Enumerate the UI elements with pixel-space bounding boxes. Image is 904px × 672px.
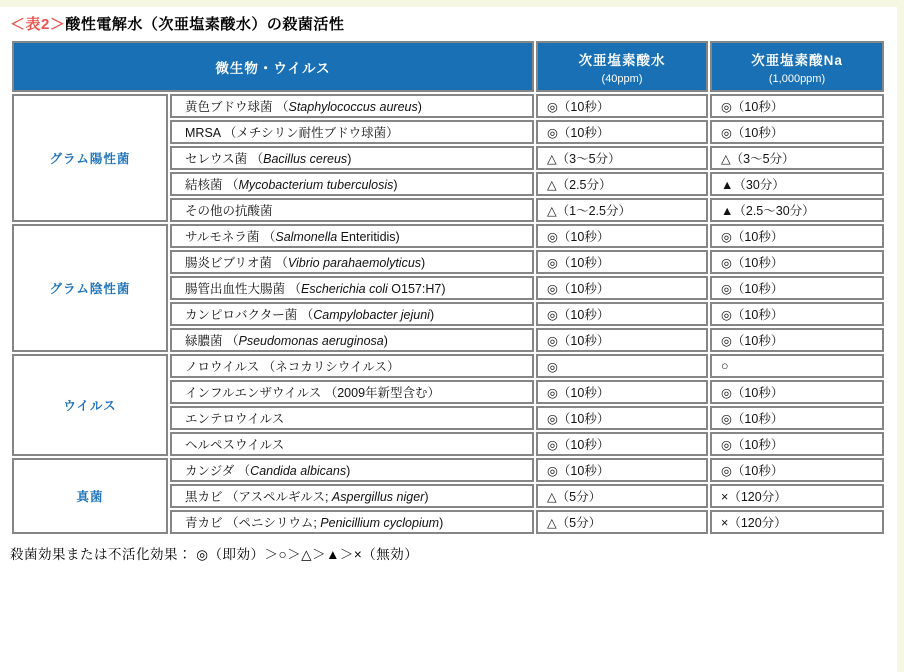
naocl-value: ◎（10秒） (710, 380, 884, 404)
hocl-value: ◎（10秒） (536, 302, 708, 326)
hocl-value: ◎（10秒） (536, 120, 708, 144)
hocl-value: △（5分） (536, 510, 708, 534)
microbe-name (170, 406, 534, 430)
name-text: ノロウイルス （ネコカリシウイルス） (185, 360, 400, 374)
name-text: 黄色ブドウ球菌 （ (185, 100, 289, 114)
naocl-value: ▲（30分） (710, 172, 884, 196)
microbe-name (170, 328, 534, 352)
name-text: ) (346, 464, 351, 478)
microbe-name (170, 250, 534, 274)
name-text: ) (424, 490, 429, 504)
naocl-value: ○ (710, 354, 884, 378)
group-label: 真菌 (12, 458, 168, 534)
name-text: ) (421, 256, 426, 270)
naocl-value: ◎（10秒） (710, 276, 884, 300)
hocl-value: ◎（10秒） (536, 250, 708, 274)
microbe-name (170, 172, 534, 196)
name-text: カンジダ （ (185, 464, 251, 478)
name-text: ヘルペスウイルス (185, 438, 285, 452)
microbe-name (170, 146, 534, 170)
microbe-name (170, 432, 534, 456)
microbe-name (170, 198, 534, 222)
hocl-value: △（1～2.5分） (536, 198, 708, 222)
naocl-value: ◎（10秒） (710, 406, 884, 430)
name-text: 腸管出血性大腸菌 （ (185, 282, 301, 296)
microbe-name (170, 510, 534, 534)
hocl-value: ◎（10秒） (536, 458, 708, 482)
hocl-value: △（2.5分） (536, 172, 708, 196)
header-sodium-hypochlorite (710, 41, 884, 92)
hocl-value: ◎（10秒） (536, 224, 708, 248)
hocl-value: ◎ (536, 354, 708, 378)
scientific-name: Candida albicans (250, 464, 347, 478)
header-hocl-name: 次亜塩素酸水 (578, 52, 666, 68)
group-label: グラム陰性菌 (12, 224, 168, 352)
table-row (12, 224, 884, 248)
microbe-name (170, 458, 534, 482)
name-text: O157:H7) (387, 282, 446, 296)
name-text: ) (347, 152, 352, 166)
header-naocl-name: 次亜塩素酸Na (751, 52, 843, 68)
scientific-name: Campylobacter jejuni (313, 308, 430, 322)
name-text: ) (439, 516, 444, 530)
table-row (12, 94, 884, 118)
scientific-name: Vibrio parahaemolyticus (287, 256, 422, 270)
naocl-value: ◎（10秒） (710, 328, 884, 352)
page-edge-right (897, 0, 904, 672)
naocl-value: ◎（10秒） (710, 432, 884, 456)
naocl-value: ◎（10秒） (710, 94, 884, 118)
page-content (10, 7, 890, 563)
scientific-name: Aspergillus niger (331, 490, 425, 504)
name-text: 腸炎ビブリオ菌 （ (185, 256, 288, 270)
header-naocl-concentration: (1,000ppm) (768, 72, 826, 85)
hocl-value: ◎（10秒） (536, 432, 708, 456)
name-text: 青カビ （ペニシリウム; (185, 516, 321, 530)
naocl-value: ◎（10秒） (710, 302, 884, 326)
microbe-name (170, 120, 534, 144)
naocl-value: △（3～5分） (710, 146, 884, 170)
name-text: ) (393, 178, 398, 192)
table-body (12, 94, 884, 534)
naocl-value: ◎（10秒） (710, 458, 884, 482)
microbe-name (170, 224, 534, 248)
microbe-name (170, 276, 534, 300)
microbe-name (170, 380, 534, 404)
microbe-name (170, 94, 534, 118)
table-number-tag: ＜表2＞ (10, 16, 66, 33)
name-text: 黒カビ （アスペルギルス; (185, 490, 332, 504)
table-title-text: 酸性電解水（次亜塩素酸水）の殺菌活性 (65, 16, 345, 33)
scientific-name: Staphylococcus aureus (288, 100, 418, 114)
microbe-name (170, 484, 534, 508)
hocl-value: ◎（10秒） (536, 94, 708, 118)
header-hypochlorous-water (536, 41, 708, 92)
group-label: グラム陽性菌 (12, 94, 168, 222)
name-text: ) (417, 100, 422, 114)
table-title (10, 13, 890, 34)
naocl-value: ◎（10秒） (710, 120, 884, 144)
naocl-value: ◎（10秒） (710, 224, 884, 248)
microbe-name (170, 354, 534, 378)
naocl-value: ×（120分） (710, 510, 884, 534)
header-row (12, 41, 884, 92)
hocl-value: ◎（10秒） (536, 380, 708, 404)
name-text: セレウス菌 （ (185, 152, 264, 166)
hocl-value: ◎（10秒） (536, 276, 708, 300)
header-microbe-virus-label: 微生物・ウイルス (215, 60, 331, 76)
name-text: エンテロウイルス (185, 412, 285, 426)
name-text: ) (383, 334, 388, 348)
naocl-value: ▲（2.5～30分） (710, 198, 884, 222)
scientific-name: Bacillus cereus (263, 152, 348, 166)
table-row (12, 354, 884, 378)
name-text: 緑膿菌 （ (185, 334, 239, 348)
naocl-value: ×（120分） (710, 484, 884, 508)
scientific-name: Pseudomonas aeruginosa (238, 334, 384, 348)
hocl-value: ◎（10秒） (536, 328, 708, 352)
name-text: カンピロバクター菌 （ (185, 308, 314, 322)
legend-text: 殺菌効果または不活化効果： ◎（即効）＞○＞△＞▲＞×（無効） (10, 547, 419, 562)
hocl-value: △（3～5分） (536, 146, 708, 170)
efficacy-table (10, 39, 886, 536)
scientific-name: Escherichia coli (300, 282, 388, 296)
header-microbe-virus (12, 41, 534, 92)
naocl-value: ◎（10秒） (710, 250, 884, 274)
name-text: インフルエンザウイルス （2009年新型含む） (185, 386, 441, 400)
name-text: サルモネラ菌 （ (185, 230, 276, 244)
name-text: Enteritidis) (337, 230, 400, 244)
microbe-name (170, 302, 534, 326)
hocl-value: ◎（10秒） (536, 406, 708, 430)
name-text: MRSA （メチシリン耐性ブドウ球菌） (185, 126, 399, 140)
scientific-name: Mycobacterium tuberculosis (238, 178, 394, 192)
scientific-name: Salmonella (275, 230, 338, 244)
scientific-name: Penicillium cyclopium (320, 516, 440, 530)
header-hocl-concentration: (40ppm) (601, 72, 643, 85)
name-text: 結核菌 （ (185, 178, 239, 192)
name-text: ) (429, 308, 435, 322)
group-label: ウイルス (12, 354, 168, 456)
name-text: その他の抗酸菌 (185, 204, 273, 218)
table-row (12, 458, 884, 482)
page-edge-top (0, 0, 904, 7)
hocl-value: △（5分） (536, 484, 708, 508)
